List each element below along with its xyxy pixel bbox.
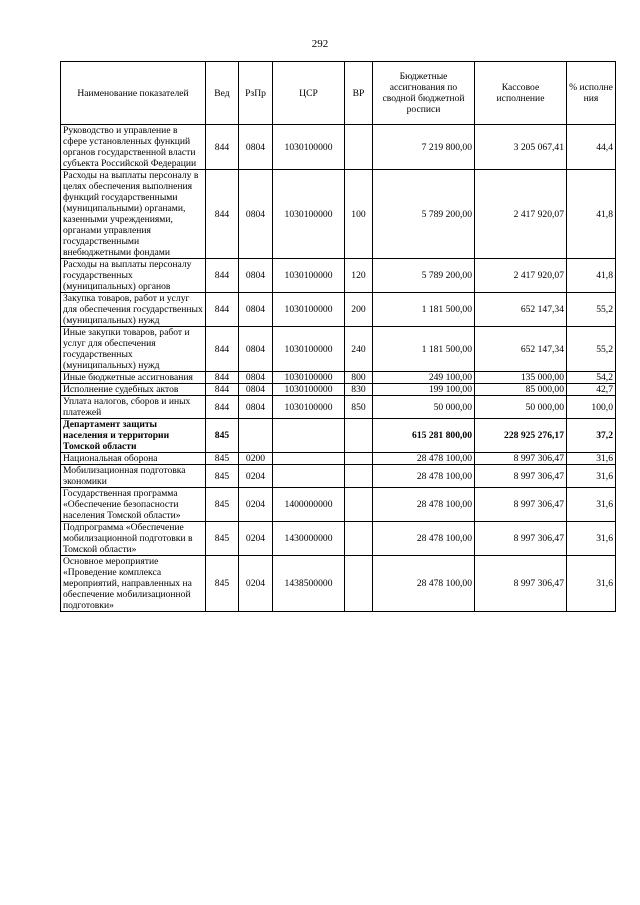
table-row	[61, 170, 616, 259]
cell-rzpr: 0204	[239, 488, 273, 522]
cell-percent: 31,6	[567, 453, 616, 465]
col-header-name: Наименование показателей	[61, 62, 206, 125]
cell-execution: 652 147,34	[475, 293, 567, 327]
cell-name: Расходы на выплаты персоналу государственных (муниципальных) органов	[61, 259, 206, 293]
cell-name: Департамент защиты населения и территории Томской области	[61, 419, 206, 453]
cell-percent: 31,6	[567, 556, 616, 612]
table-row	[61, 293, 616, 327]
cell-name: Иные бюджетные ассигнования	[61, 372, 206, 384]
cell-execution: 8 997 306,47	[475, 465, 567, 488]
cell-execution: 8 997 306,47	[475, 488, 567, 522]
cell-rzpr: 0204	[239, 522, 273, 556]
cell-percent: 100,0	[567, 396, 616, 419]
cell-vr	[345, 465, 373, 488]
table-row	[61, 488, 616, 522]
cell-assignments: 28 478 100,00	[373, 522, 475, 556]
cell-vr	[345, 453, 373, 465]
cell-assignments: 249 100,00	[373, 372, 475, 384]
cell-name: Закупка товаров, работ и услуг для обеспечения государственных (муниципальных) нужд	[61, 293, 206, 327]
table-row	[61, 259, 616, 293]
cell-execution: 8 997 306,47	[475, 453, 567, 465]
cell-percent: 55,2	[567, 293, 616, 327]
cell-vr: 200	[345, 293, 373, 327]
cell-name: Государственная программа «Обеспечение безопасности населения Томской области»	[61, 488, 206, 522]
cell-percent: 42,7	[567, 384, 616, 396]
cell-ved: 844	[206, 372, 239, 384]
cell-csr: 1030100000	[273, 372, 345, 384]
cell-percent: 31,6	[567, 488, 616, 522]
cell-ved: 844	[206, 170, 239, 259]
cell-rzpr: 0804	[239, 293, 273, 327]
cell-ved: 844	[206, 259, 239, 293]
cell-csr: 1030100000	[273, 384, 345, 396]
col-header-percent: % исполне ния	[567, 62, 616, 125]
cell-ved: 844	[206, 293, 239, 327]
cell-vr: 850	[345, 396, 373, 419]
cell-execution: 50 000,00	[475, 396, 567, 419]
table-row	[61, 419, 616, 453]
cell-ved: 844	[206, 396, 239, 419]
col-header-execution: Кассовое исполнение	[475, 62, 567, 125]
cell-ved: 845	[206, 419, 239, 453]
cell-name: Уплата налогов, сборов и иных платежей	[61, 396, 206, 419]
cell-vr	[345, 419, 373, 453]
cell-ved: 845	[206, 488, 239, 522]
cell-csr: 1030100000	[273, 170, 345, 259]
cell-vr	[345, 522, 373, 556]
table-row	[61, 453, 616, 465]
col-header-rzpr: РзПр	[239, 62, 273, 125]
cell-vr: 240	[345, 327, 373, 372]
cell-name: Национальная оборона	[61, 453, 206, 465]
cell-name: Расходы на выплаты персоналу в целях обеспечения выполнения функций государственными (муниципальными) органами, казенными учреждениями, органами управления государственными внебюджетными фондами	[61, 170, 206, 259]
cell-percent: 31,6	[567, 522, 616, 556]
cell-percent: 41,8	[567, 170, 616, 259]
budget-table	[60, 61, 616, 612]
cell-rzpr: 0804	[239, 372, 273, 384]
cell-name: Основное мероприятие «Проведение комплекса мероприятий, направленных на обеспечение мобилизационной подготовки»	[61, 556, 206, 612]
cell-ved: 845	[206, 556, 239, 612]
page-number: 292	[311, 38, 329, 50]
cell-csr: 1030100000	[273, 327, 345, 372]
col-header-vr: ВР	[345, 62, 373, 125]
cell-rzpr: 0200	[239, 453, 273, 465]
table-row	[61, 125, 616, 170]
cell-assignments: 1 181 500,00	[373, 293, 475, 327]
cell-percent: 31,6	[567, 465, 616, 488]
cell-execution: 2 417 920,07	[475, 170, 567, 259]
cell-vr	[345, 125, 373, 170]
cell-ved: 845	[206, 465, 239, 488]
cell-vr: 800	[345, 372, 373, 384]
cell-percent: 54,2	[567, 372, 616, 384]
cell-csr: 1400000000	[273, 488, 345, 522]
cell-csr: 1438500000	[273, 556, 345, 612]
cell-name: Мобилизационная подготовка экономики	[61, 465, 206, 488]
cell-rzpr: 0204	[239, 556, 273, 612]
cell-ved: 844	[206, 125, 239, 170]
cell-execution: 8 997 306,47	[475, 556, 567, 612]
cell-execution: 2 417 920,07	[475, 259, 567, 293]
table-row	[61, 465, 616, 488]
cell-assignments: 5 789 200,00	[373, 170, 475, 259]
cell-assignments: 28 478 100,00	[373, 488, 475, 522]
cell-assignments: 199 100,00	[373, 384, 475, 396]
cell-rzpr: 0804	[239, 125, 273, 170]
cell-percent: 44,4	[567, 125, 616, 170]
table-row	[61, 384, 616, 396]
cell-percent: 55,2	[567, 327, 616, 372]
cell-execution: 8 997 306,47	[475, 522, 567, 556]
cell-rzpr	[239, 419, 273, 453]
cell-ved: 845	[206, 453, 239, 465]
table-row	[61, 522, 616, 556]
col-header-assignments: Бюджетные ассигнования по сводной бюджетной росписи	[373, 62, 475, 125]
cell-assignments: 7 219 800,00	[373, 125, 475, 170]
cell-csr: 1030100000	[273, 259, 345, 293]
cell-csr: 1430000000	[273, 522, 345, 556]
cell-assignments: 5 789 200,00	[373, 259, 475, 293]
cell-assignments: 1 181 500,00	[373, 327, 475, 372]
cell-name: Иные закупки товаров, работ и услуг для обеспечения государственных (муниципальных) нужд	[61, 327, 206, 372]
cell-execution: 85 000,00	[475, 384, 567, 396]
cell-execution: 3 205 067,41	[475, 125, 567, 170]
cell-ved: 844	[206, 384, 239, 396]
col-header-csr: ЦСР	[273, 62, 345, 125]
cell-csr	[273, 465, 345, 488]
cell-assignments: 28 478 100,00	[373, 453, 475, 465]
cell-vr	[345, 556, 373, 612]
cell-ved: 845	[206, 522, 239, 556]
table-row	[61, 327, 616, 372]
cell-rzpr: 0804	[239, 396, 273, 419]
cell-csr	[273, 453, 345, 465]
cell-rzpr: 0804	[239, 327, 273, 372]
cell-name: Исполнение судебных актов	[61, 384, 206, 396]
cell-name: Руководство и управление в сфере установленных функций органов государственной власти субъекта Российской Федерации	[61, 125, 206, 170]
cell-assignments: 50 000,00	[373, 396, 475, 419]
cell-assignments: 28 478 100,00	[373, 556, 475, 612]
cell-name: Подпрограмма «Обеспечение мобилизационной подготовки в Томской области»	[61, 522, 206, 556]
cell-ved: 844	[206, 327, 239, 372]
table-row	[61, 396, 616, 419]
cell-execution: 652 147,34	[475, 327, 567, 372]
cell-rzpr: 0804	[239, 384, 273, 396]
cell-assignments: 28 478 100,00	[373, 465, 475, 488]
cell-rzpr: 0804	[239, 259, 273, 293]
cell-execution: 135 000,00	[475, 372, 567, 384]
cell-execution: 228 925 276,17	[475, 419, 567, 453]
cell-csr: 1030100000	[273, 396, 345, 419]
cell-vr: 120	[345, 259, 373, 293]
cell-percent: 41,8	[567, 259, 616, 293]
cell-csr: 1030100000	[273, 293, 345, 327]
cell-vr	[345, 488, 373, 522]
cell-csr	[273, 419, 345, 453]
cell-vr: 830	[345, 384, 373, 396]
cell-rzpr: 0804	[239, 170, 273, 259]
table-row	[61, 556, 616, 612]
table-row	[61, 372, 616, 384]
cell-percent: 37,2	[567, 419, 616, 453]
cell-rzpr: 0204	[239, 465, 273, 488]
table-header-row	[61, 62, 616, 125]
cell-csr: 1030100000	[273, 125, 345, 170]
cell-vr: 100	[345, 170, 373, 259]
cell-assignments: 615 281 800,00	[373, 419, 475, 453]
col-header-ved: Вед	[206, 62, 239, 125]
